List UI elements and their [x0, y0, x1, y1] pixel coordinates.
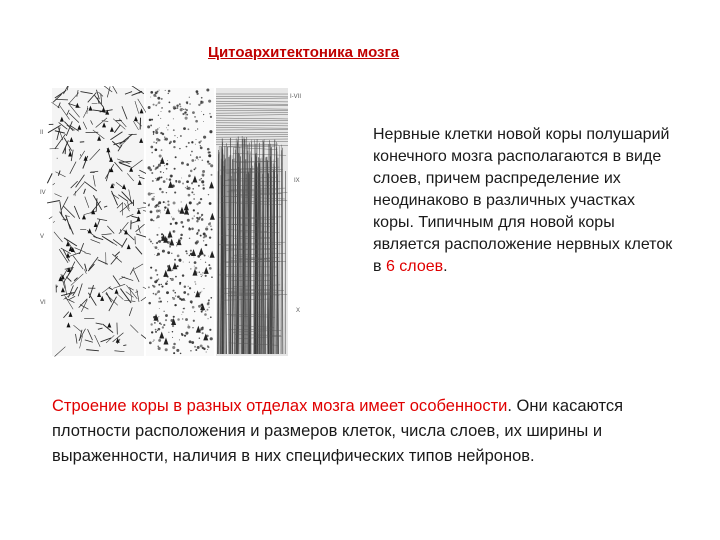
bottom-paragraph — [52, 394, 702, 469]
page-title: Цитоархитектоника мозга — [208, 44, 400, 61]
side-text-main: Нервные клетки новой коры полушарий конечного мозга располагаются в виде слоев, причем распределение их неодинаково в различных участках коры. Типичным для новой коры является расположение нервных клеток в — [373, 126, 673, 275]
side-text-highlight: 6 слоев — [385, 258, 444, 275]
myelin-stain-panel — [216, 88, 288, 356]
layer-label: X — [296, 308, 301, 314]
cortex-layers-drawing — [38, 86, 318, 358]
bottom-text-highlight: Строение коры в разных отделах мозга имеет особенности — [52, 397, 508, 415]
layer-label: IV — [40, 190, 46, 196]
side-paragraph — [373, 124, 673, 278]
golgi-stain-panel — [47, 86, 155, 357]
layer-label: V — [40, 234, 45, 240]
bottom-text-main: . Они касаются плотности расположения и размеров клеток, числа слоев, их ширины и выраженности, наличия в них специфических типов нейронов. — [52, 397, 624, 465]
side-text-end: . — [443, 258, 448, 275]
layer-label: I-VII — [290, 94, 302, 100]
nissl-stain-panel — [146, 88, 215, 356]
cortex-layers-illustration — [38, 86, 318, 358]
layer-label: IX — [294, 178, 300, 184]
layer-label: VI — [40, 300, 46, 306]
layer-label: II — [40, 130, 44, 136]
